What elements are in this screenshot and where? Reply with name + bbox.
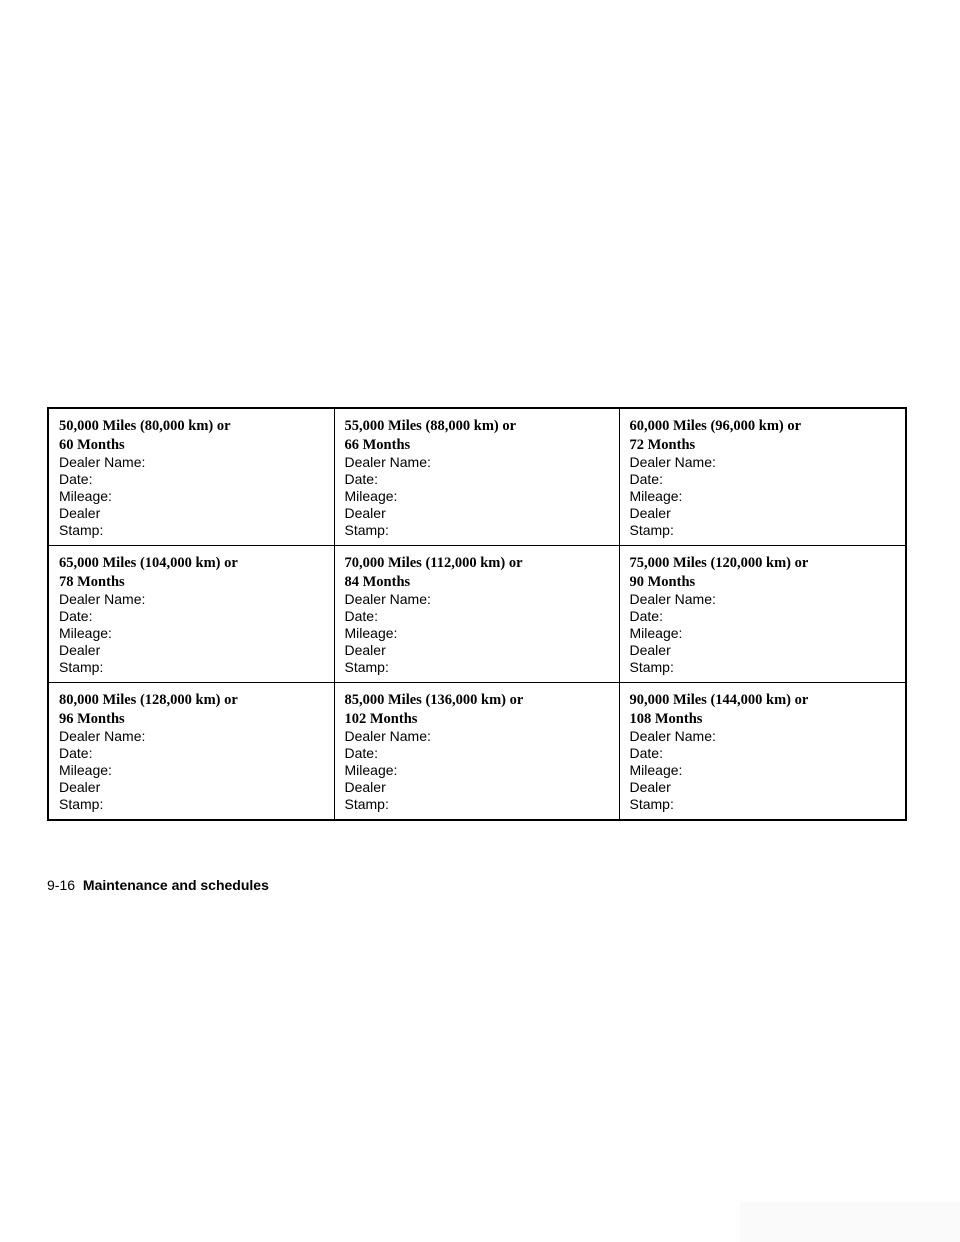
- dealer-label: Dealer: [344, 642, 386, 658]
- record-cell: [48, 683, 334, 821]
- page-number: 9-16: [47, 877, 76, 893]
- dealer-name-label: Dealer Name:: [344, 591, 431, 607]
- dealer-label: Dealer: [629, 642, 671, 658]
- dealer-label: Dealer: [629, 505, 671, 521]
- interval-months: 72 Months: [629, 437, 696, 453]
- stamp-label: Stamp:: [344, 796, 389, 812]
- mileage-label: Mileage:: [629, 488, 683, 504]
- dealer-label: Dealer: [629, 779, 671, 795]
- record-cell: [48, 408, 334, 546]
- stamp-label: Stamp:: [629, 522, 674, 538]
- dealer-name-label: Dealer Name:: [629, 591, 716, 607]
- dealer-name-label: Dealer Name:: [59, 454, 146, 470]
- interval-mileage: 65,000 Miles (104,000 km) or: [59, 555, 238, 571]
- interval-mileage: 50,000 Miles (80,000 km) or: [59, 418, 231, 434]
- mileage-label: Mileage:: [59, 625, 112, 641]
- page-footer: [47, 876, 269, 894]
- interval-months: 84 Months: [344, 574, 411, 590]
- stamp-label: Stamp:: [59, 659, 104, 675]
- section-title: Maintenance and schedules: [82, 877, 269, 893]
- dealer-label: Dealer: [59, 779, 101, 795]
- stamp-label: Stamp:: [344, 522, 389, 538]
- mileage-label: Mileage:: [629, 762, 683, 778]
- record-cell: [619, 546, 906, 683]
- mileage-label: Mileage:: [344, 488, 398, 504]
- interval-title: [630, 554, 896, 591]
- date-label: Date:: [629, 471, 663, 487]
- interval-months: 78 Months: [59, 574, 125, 590]
- record-cell: [619, 408, 906, 546]
- interval-months: 108 Months: [629, 711, 703, 727]
- stamp-label: Stamp:: [629, 796, 674, 812]
- dealer-name-label: Dealer Name:: [344, 728, 431, 744]
- interval-mileage: 90,000 Miles (144,000 km) or: [629, 692, 809, 708]
- date-label: Date:: [59, 471, 93, 487]
- date-label: Date:: [629, 608, 663, 624]
- mileage-label: Mileage:: [629, 625, 683, 641]
- interval-title: [345, 691, 609, 728]
- interval-mileage: 75,000 Miles (120,000 km) or: [629, 555, 809, 571]
- interval-months: 66 Months: [344, 437, 411, 453]
- dealer-name-label: Dealer Name:: [59, 591, 146, 607]
- watermark-logo: [740, 1202, 960, 1242]
- stamp-label: Stamp:: [59, 796, 104, 812]
- interval-months: 102 Months: [344, 711, 418, 727]
- date-label: Date:: [59, 745, 93, 761]
- dealer-name-label: Dealer Name:: [59, 728, 146, 744]
- record-cell: [334, 683, 619, 821]
- interval-title: [59, 554, 324, 591]
- interval-title: [345, 554, 609, 591]
- interval-mileage: 70,000 Miles (112,000 km) or: [344, 555, 523, 571]
- record-cell: [334, 408, 619, 546]
- maintenance-record-table: [47, 407, 907, 821]
- interval-months: 60 Months: [59, 437, 125, 453]
- date-label: Date:: [629, 745, 663, 761]
- stamp-label: Stamp:: [59, 522, 104, 538]
- date-label: Date:: [59, 608, 93, 624]
- mileage-label: Mileage:: [344, 762, 398, 778]
- interval-months: 96 Months: [59, 711, 125, 727]
- table-row: [48, 683, 906, 821]
- date-label: Date:: [344, 471, 378, 487]
- dealer-name-label: Dealer Name:: [629, 454, 716, 470]
- interval-title: [630, 691, 896, 728]
- table-row: [48, 408, 906, 546]
- interval-months: 90 Months: [629, 574, 696, 590]
- dealer-label: Dealer: [59, 642, 101, 658]
- record-cell: [334, 546, 619, 683]
- mileage-label: Mileage:: [59, 762, 112, 778]
- mileage-label: Mileage:: [344, 625, 398, 641]
- dealer-label: Dealer: [344, 779, 386, 795]
- interval-title: [345, 417, 609, 454]
- dealer-label: Dealer: [344, 505, 386, 521]
- mileage-label: Mileage:: [59, 488, 112, 504]
- interval-title: [59, 691, 324, 728]
- date-label: Date:: [344, 608, 378, 624]
- date-label: Date:: [344, 745, 378, 761]
- interval-mileage: 80,000 Miles (128,000 km) or: [59, 692, 238, 708]
- interval-mileage: 85,000 Miles (136,000 km) or: [344, 692, 524, 708]
- interval-mileage: 60,000 Miles (96,000 km) or: [629, 418, 802, 434]
- record-cell: [619, 683, 906, 821]
- stamp-label: Stamp:: [344, 659, 389, 675]
- dealer-label: Dealer: [59, 505, 101, 521]
- record-cell: [48, 546, 334, 683]
- watermark-plate: [740, 1202, 960, 1242]
- dealer-name-label: Dealer Name:: [344, 454, 431, 470]
- maintenance-record-body: [48, 408, 906, 820]
- interval-mileage: 55,000 Miles (88,000 km) or: [344, 418, 517, 434]
- interval-title: [59, 417, 324, 454]
- stamp-label: Stamp:: [629, 659, 674, 675]
- table-row: [48, 546, 906, 683]
- dealer-name-label: Dealer Name:: [629, 728, 716, 744]
- interval-title: [630, 417, 896, 454]
